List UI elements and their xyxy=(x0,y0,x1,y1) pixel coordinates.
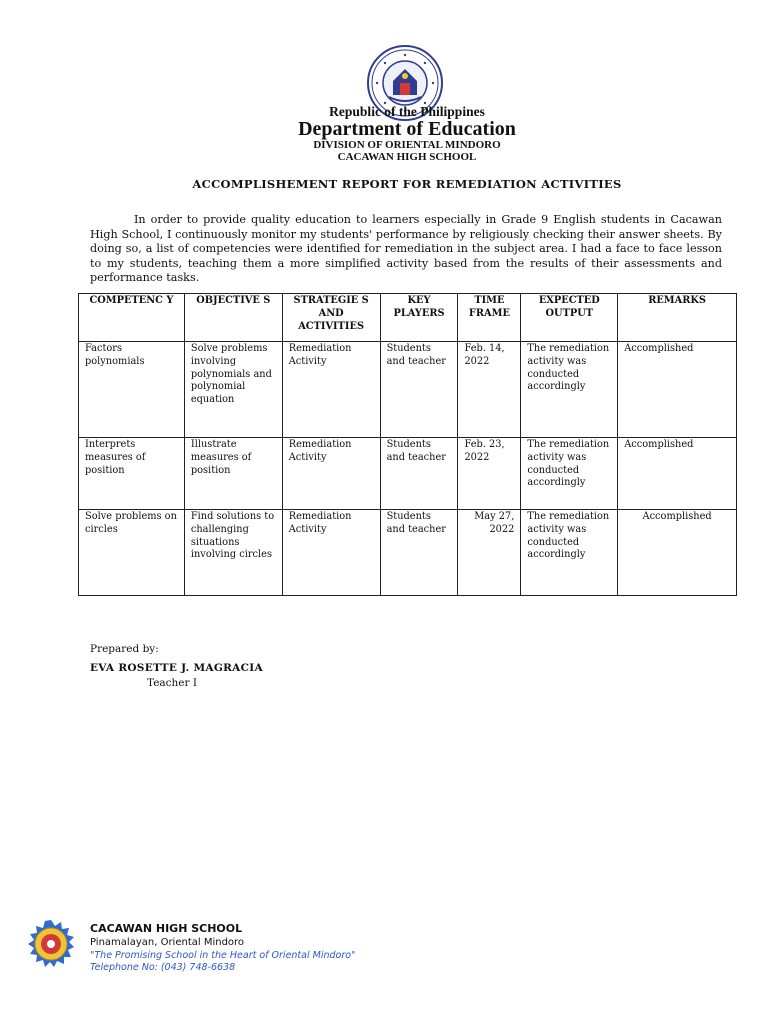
cell-key-players: Students and teacher xyxy=(380,438,458,510)
table-row xyxy=(79,342,737,438)
cell-strategy: Remediation Activity xyxy=(282,510,380,596)
header-expected-output: EXPECTED OUTPUT xyxy=(521,294,618,342)
cell-objective: Illustrate measures of position xyxy=(184,438,282,510)
cell-objective: Find solutions to challenging situations involving circles xyxy=(184,510,282,596)
school-logo xyxy=(27,920,75,968)
header-remarks: REMARKS xyxy=(618,294,737,342)
cell-expected-output: The remediation activity was conducted accordingly xyxy=(521,342,618,438)
cell-time-frame: Feb. 23, 2022 xyxy=(458,438,521,510)
cell-remarks: Accomplished xyxy=(618,438,737,510)
footer-location: Pinamalayan, Oriental Mindoro xyxy=(90,937,245,948)
cell-competency: Interprets measures of position xyxy=(79,438,185,510)
republic-heading: Republic of the Philippines xyxy=(329,104,485,119)
department-heading: Department of Education xyxy=(298,118,516,140)
cell-key-players: Students and teacher xyxy=(380,342,458,438)
table-row xyxy=(79,438,737,510)
intro-paragraph: In order to provide quality education to learners especially in Grade 9 English students in Cacawan High School, I continuously monitor my students' performance by religiously checking their answer sheets. By doing so, a list of competencies were identified for remediation in the subject area. I had a face to face lesson to my students, teaching them a more simplified activity based from the results of their assessments and performance tasks. xyxy=(90,213,722,285)
remediation-table xyxy=(78,293,737,596)
cell-remarks: Accomplished xyxy=(618,342,737,438)
header-key-players: KEY PLAYERS xyxy=(380,294,458,342)
preparer-position: Teacher I xyxy=(147,677,198,689)
footer-telephone: Telephone No: (043) 748-6638 xyxy=(90,962,236,973)
cell-competency: Solve problems on circles xyxy=(79,510,185,596)
footer-motto: "The Promising School in the Heart of Oriental Mindoro" xyxy=(90,950,356,961)
cell-strategy: Remediation Activity xyxy=(282,438,380,510)
cell-competency: Factors polynomials xyxy=(79,342,185,438)
cell-expected-output: The remediation activity was conducted accordingly xyxy=(521,510,618,596)
header-strategies: STRATEGIE S AND ACTIVITIES xyxy=(282,294,380,342)
table-header-row xyxy=(79,294,737,342)
school-heading: CACAWAN HIGH SCHOOL xyxy=(337,151,477,163)
cell-remarks: Accomplished xyxy=(618,510,737,596)
division-heading: DIVISION OF ORIENTAL MINDORO xyxy=(313,139,501,151)
report-title: ACCOMPLISHEMENT REPORT FOR REMEDIATION ACTIVITIES xyxy=(192,177,622,191)
cell-time-frame: Feb. 14, 2022 xyxy=(458,342,521,438)
cell-objective: Solve problems involving polynomials and polynomial equation xyxy=(184,342,282,438)
cell-time-frame: May 27, 2022 xyxy=(458,510,521,596)
header-time-frame: TIME FRAME xyxy=(458,294,521,342)
cell-key-players: Students and teacher xyxy=(380,510,458,596)
prepared-by-label: Prepared by: xyxy=(90,643,159,655)
table-row xyxy=(79,510,737,596)
cell-expected-output: The remediation activity was conducted accordingly xyxy=(521,438,618,510)
header-objectives: OBJECTIVE S xyxy=(184,294,282,342)
cell-strategy: Remediation Activity xyxy=(282,342,380,438)
header-competency: COMPETENC Y xyxy=(79,294,185,342)
footer-school-name: CACAWAN HIGH SCHOOL xyxy=(90,922,243,935)
preparer-name: EVA ROSETTE J. MAGRACIA xyxy=(90,662,263,674)
